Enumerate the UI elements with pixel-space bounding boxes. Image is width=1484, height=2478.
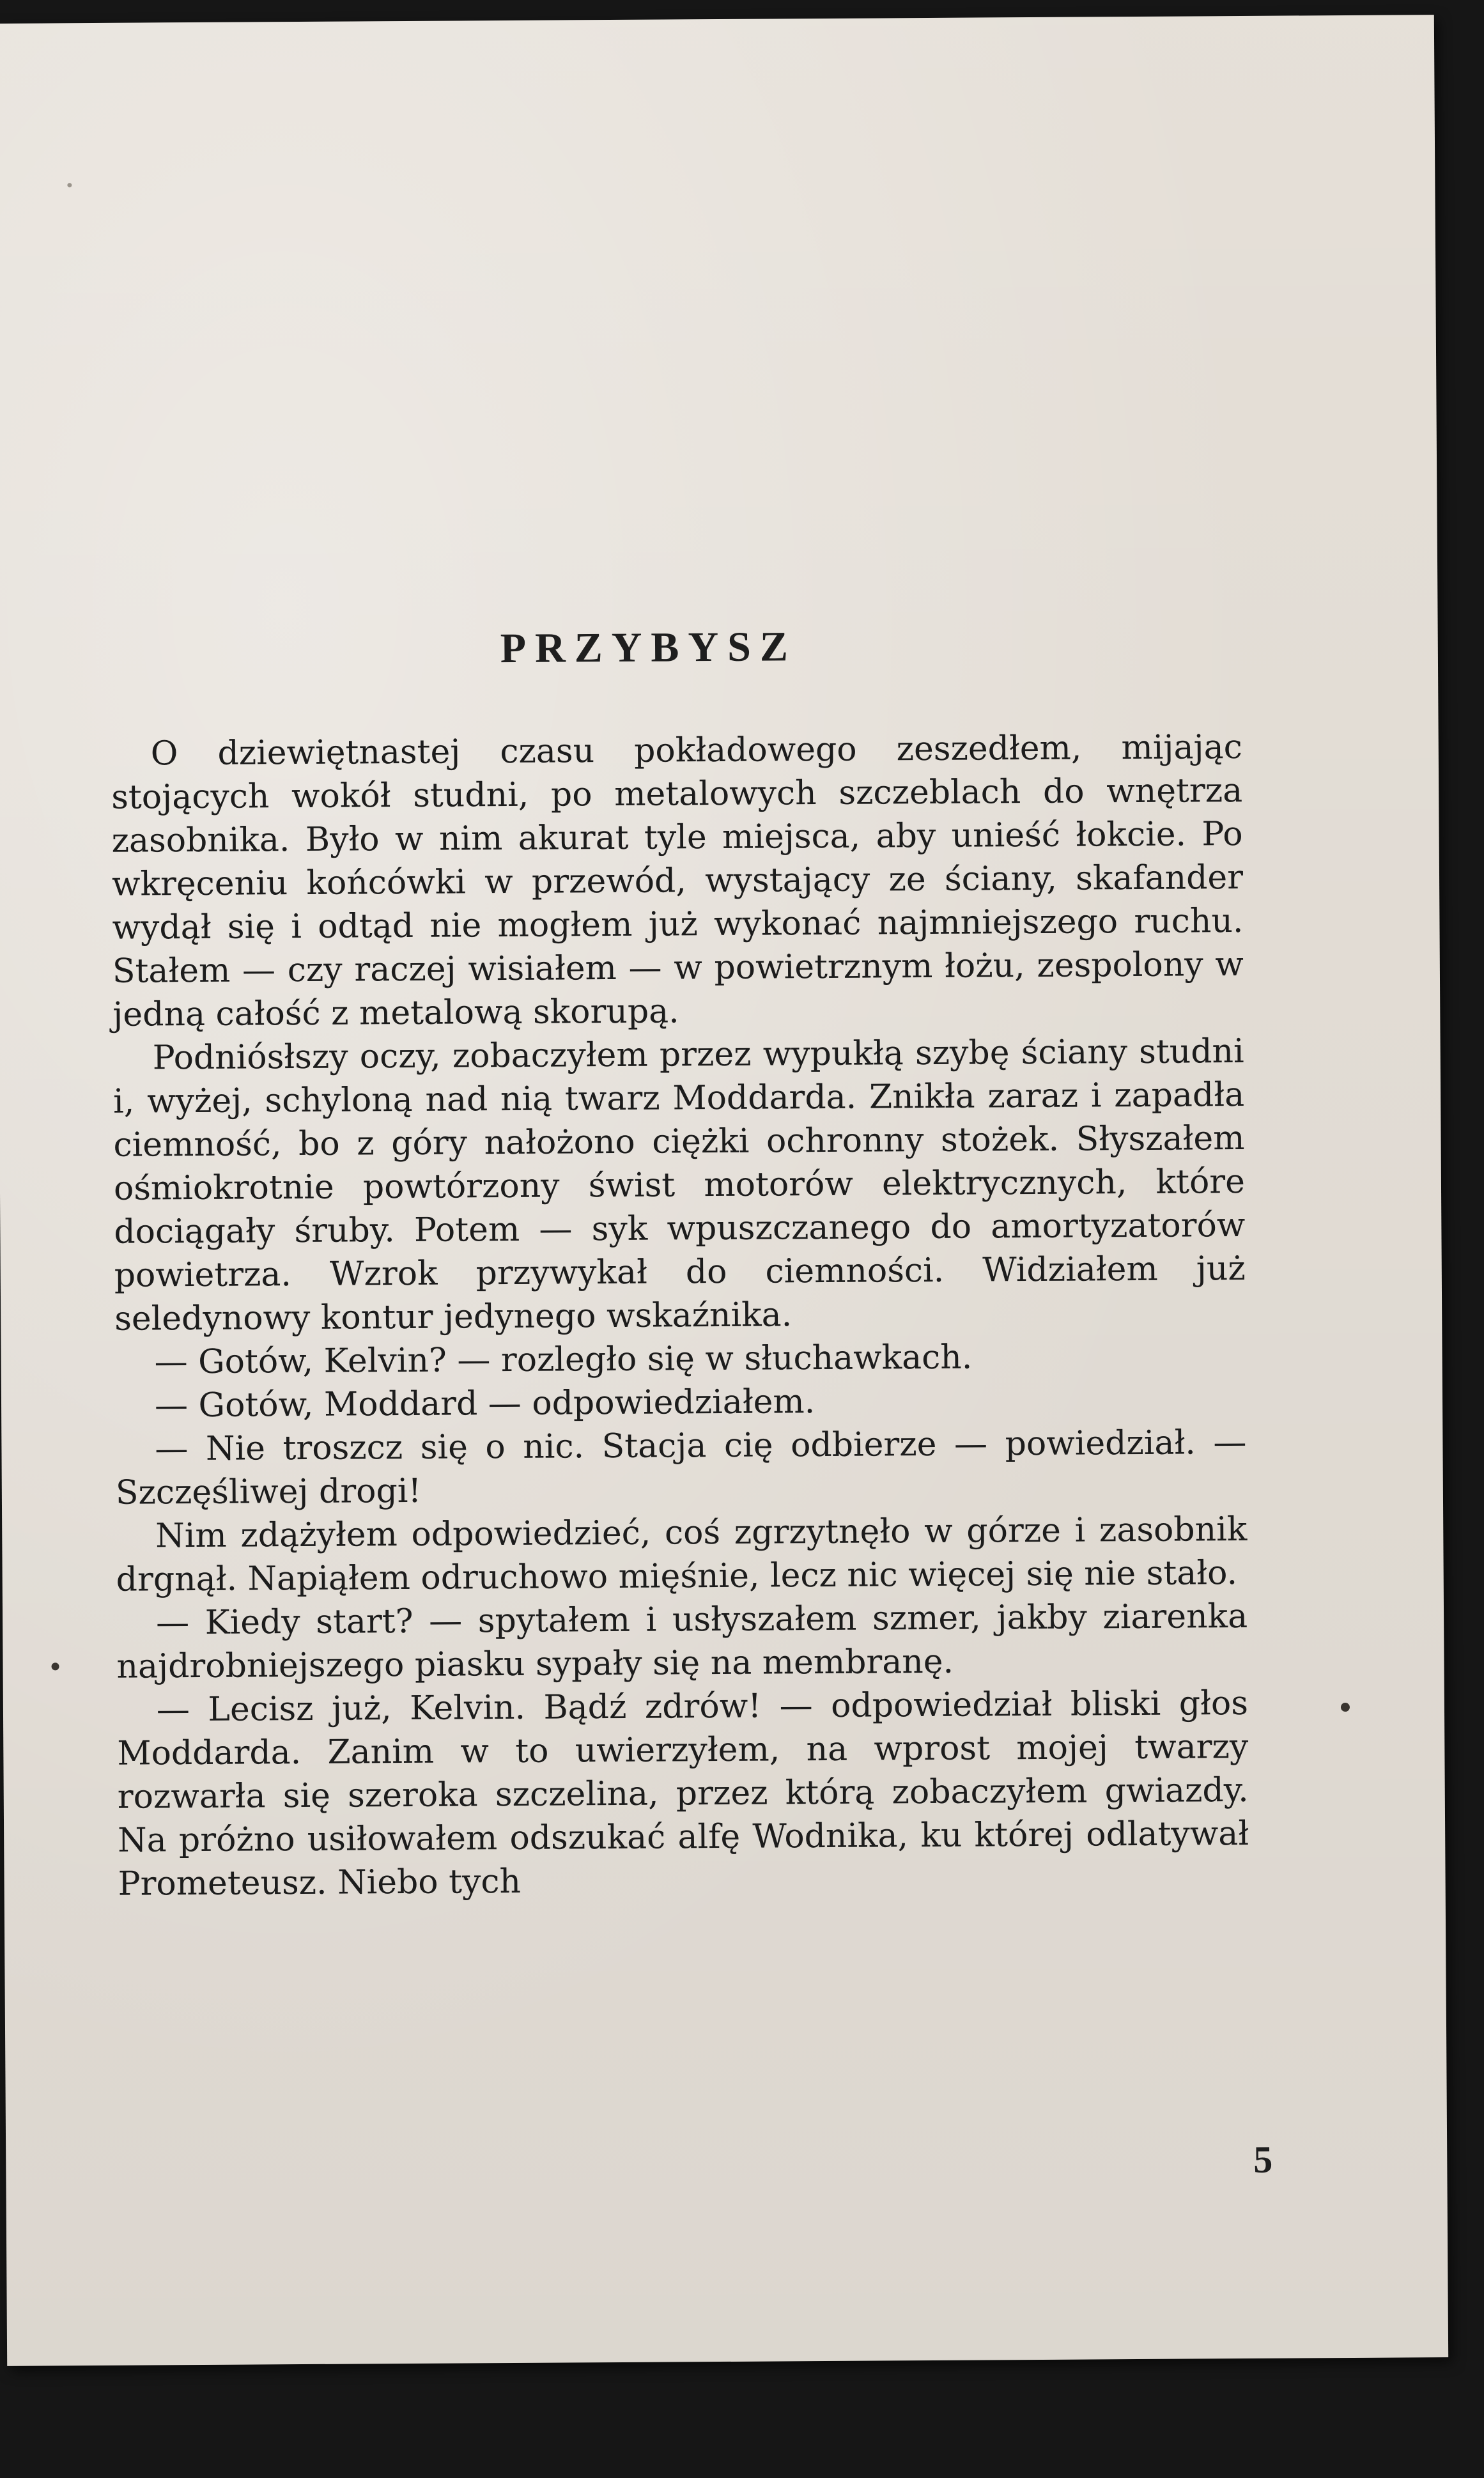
- paragraph: — Gotów, Moddard — odpowiedziałem.: [154, 1382, 815, 1425]
- body-text: [111, 725, 1249, 1906]
- paper-speck: [67, 183, 72, 187]
- paragraph: — Kiedy start? — spytałem i usłyszałem szmer, jakby ziarenka najdrobniejszego piasku sypały się na membranę.: [116, 1597, 1248, 1686]
- paragraph: — Gotów, Kelvin? — rozległo się w słuchawkach.: [154, 1338, 973, 1382]
- book-page: [0, 15, 1448, 2366]
- paragraph: — Nie troszcz się o nic. Stacja cię odbierze — powiedział. — Szczęśliwej drogi!: [115, 1423, 1247, 1512]
- paper-speck: [51, 1662, 59, 1670]
- paragraph: Podniósłszy oczy, zobaczyłem przez wypukłą szybę ściany studni i, wyżej, schyloną nad nią twarz Moddarda. Znikła zaraz i zapadła ciemność, bo z góry nałożono ciężki ochronny stożek. Słyszałem ośmiokrotnie powtórzony świst motorów elektrycznych, które dociągały śruby. Potem — syk wpuszczanego do amortyzatorów powietrza. Wzrok przywykał do ciemności. Widziałem już seledynowy kontur jedynego wskaźnika.: [112, 1032, 1246, 1338]
- page-number: 5: [1253, 2138, 1273, 2181]
- paragraph: O dziewiętnastej czasu pokładowego zeszedłem, mijając stojących wokół studni, po metalowych szczeblach do wnętrza zasobnika. Było w nim akurat tyle miejsca, aby unieść łokcie. Po wkręceniu końcówki w przewód, wystający ze ściany, skafander wydął się i odtąd nie mogłem już wykonać najmniejszego ruchu. Stałem — czy raczej wisiałem — w powietrznym łożu, zespolony w jedną całość z metalową skorupą.: [111, 728, 1244, 1034]
- chapter-title: PRZYBYSZ: [500, 623, 798, 672]
- paragraph: Nim zdążyłem odpowiedzieć, coś zgrzytnęło w górze i zasobnik drgnął. Napiąłem odruchowo mięśnie, lecz nic więcej się nie stało.: [116, 1510, 1248, 1599]
- paper-speck: [1341, 1703, 1350, 1712]
- paragraph: — Lecisz już, Kelvin. Bądź zdrów! — odpowiedział bliski głos Moddarda. Zanim w to uwierzyłem, na wprost mojej twarzy rozwarła się szeroka szczelina, przez którą zobaczyłem gwiazdy. Na próżno usiłowałem odszukać alfę Wodnika, ku której odlatywał Prometeusz. Niebo tych: [117, 1684, 1249, 1903]
